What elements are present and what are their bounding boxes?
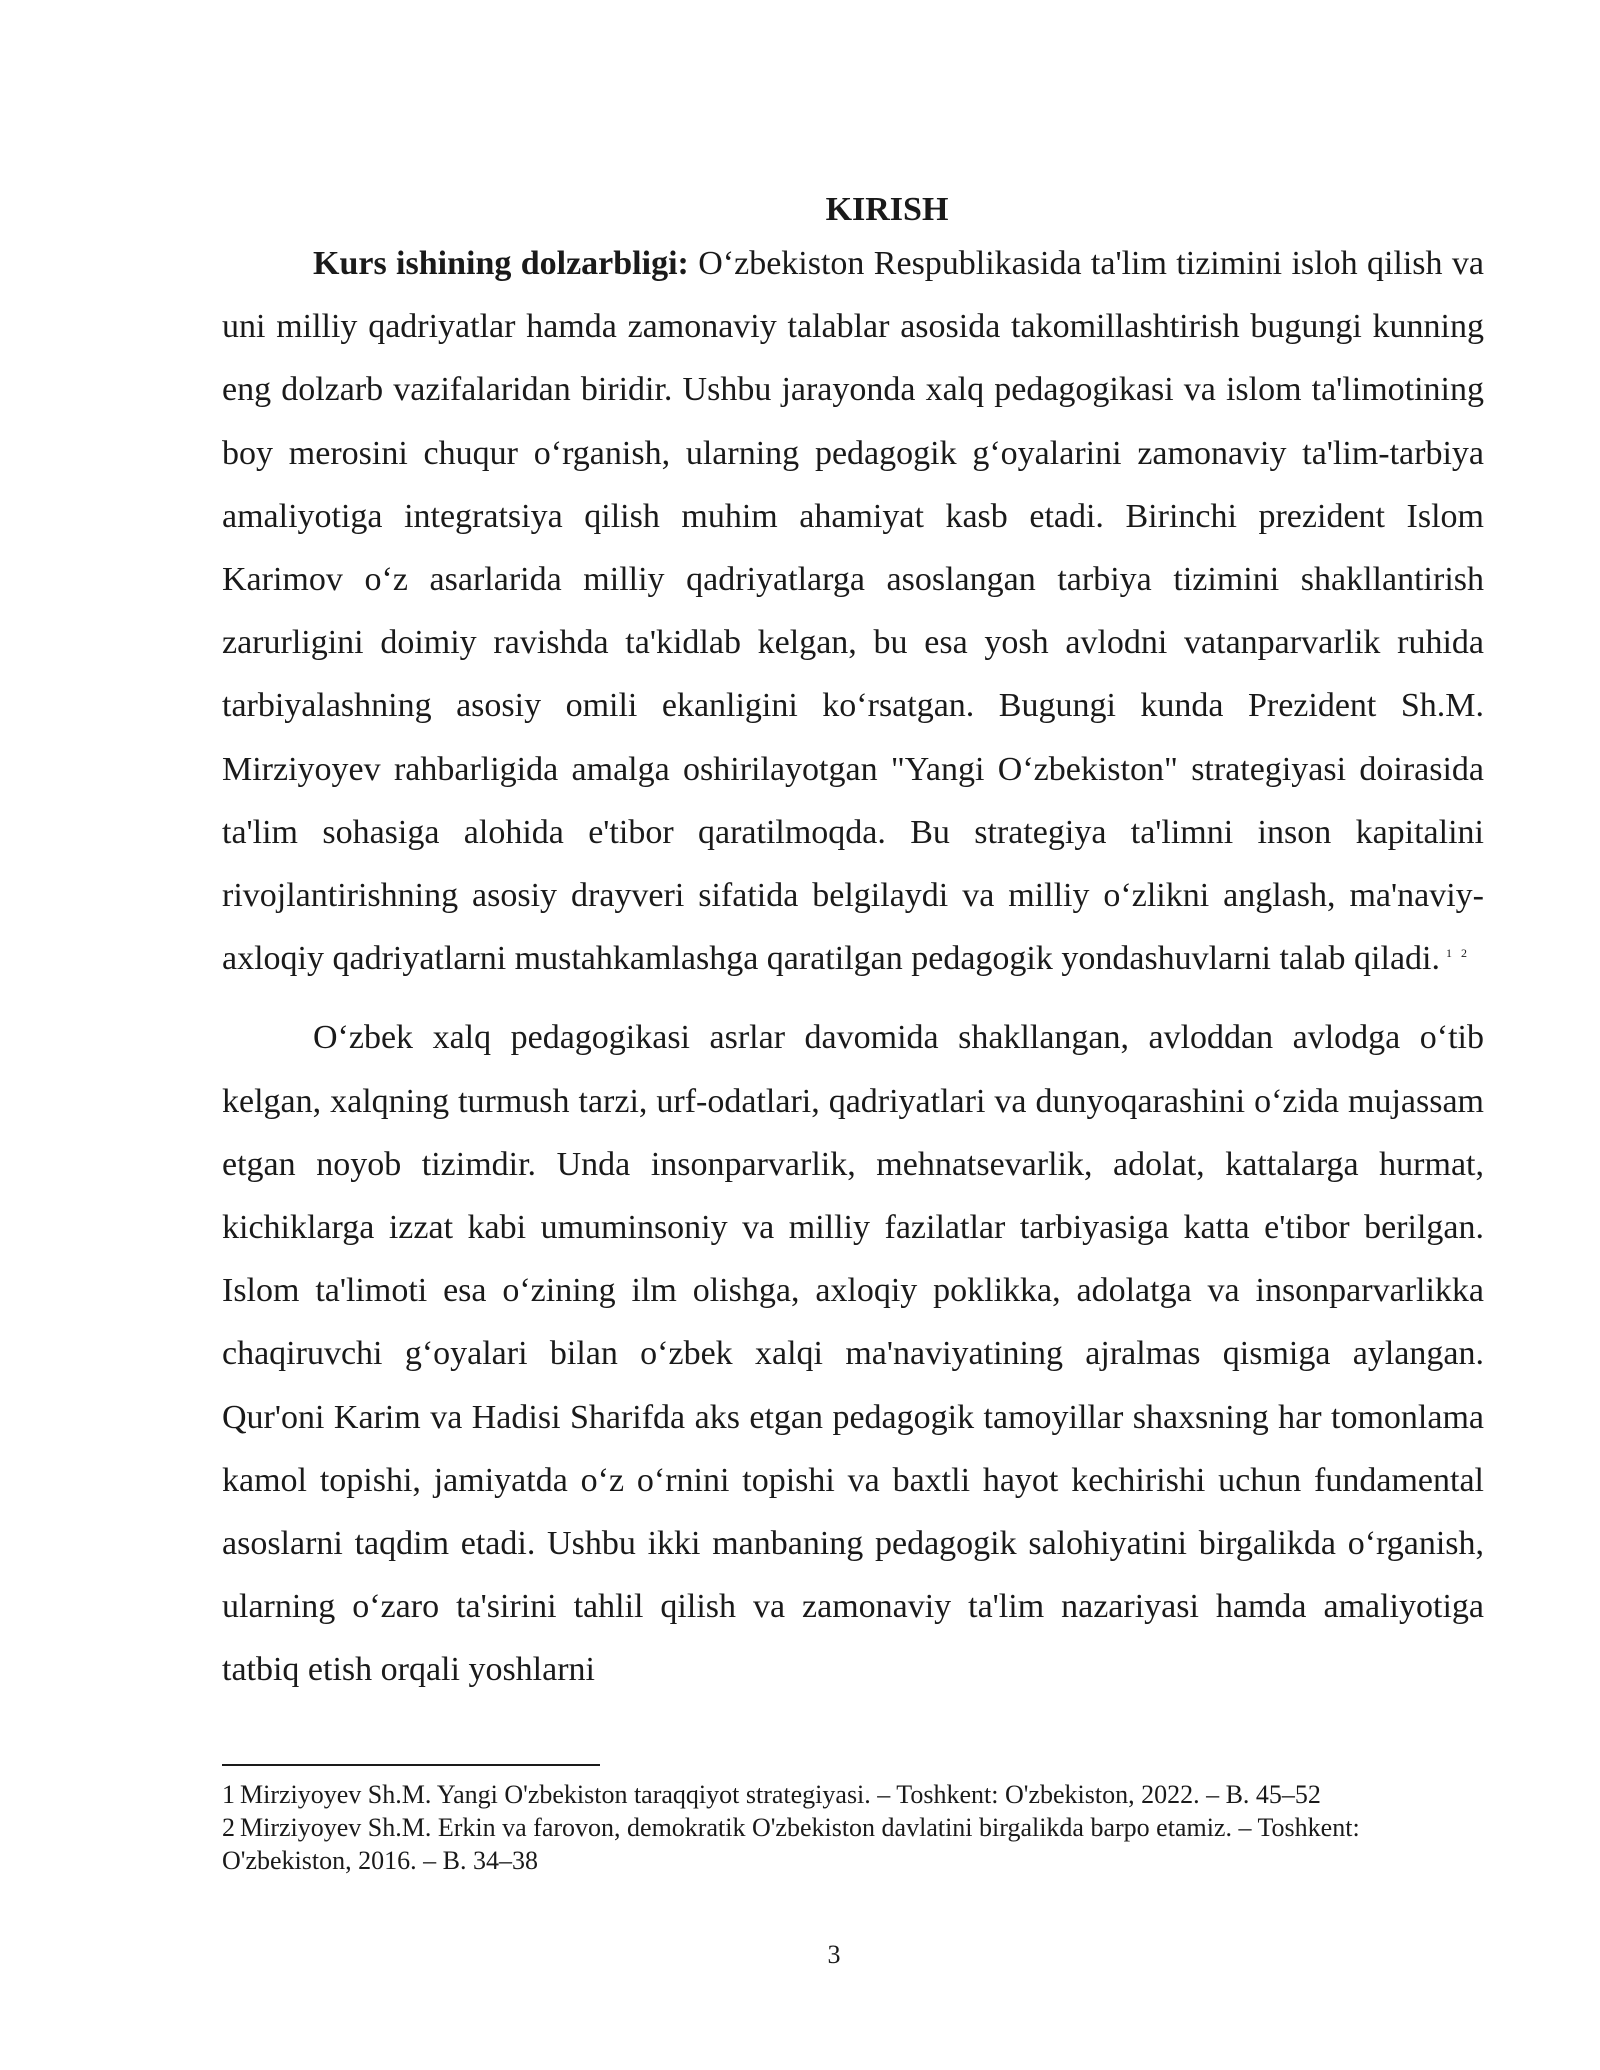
page-number: 3 xyxy=(827,1940,841,1969)
footnote-number: 2 xyxy=(222,1813,235,1842)
paragraph-text: O‘zbekiston Respublikasida ta'lim tizimini isloh qilish va uni milliy qadriyatlar hamda zamonaviy talablar asosida takomillashtirish bugungi kunning eng dolzarb vazifalaridan biridir. Ushbu jarayonda xalq pedagogikasi va islom ta'limotining boy merosini chuqur o‘rganish, ularning pedagogik g‘oyalarini zamonaviy ta'lim-tarbiya amaliyotiga integratsiya qilish muhim ahamiyat kasb etadi. Birinchi prezident Islom Karimov o‘z asarlarida milliy qadriyatlarga asoslangan tarbiya tizimini shakllantirish zarurligini doimiy ravishda ta'kidlab kelgan, bu esa yosh avlodni vatanparvarlik ruhida tarbiyalashning asosiy omili ekanligini ko‘rsatgan. Bugungi kunda Prezident Sh.M. Mirziyoyev rahbarligida amalga oshirilayotgan "Yangi O‘zbekiston" strategiyasi doirasida ta'lim sohasiga alohida e'tibor qaratilmoqda. Bu strategiya ta'limni inson kapitalini rivojlantirishning asosiy drayveri sifatida belgilaydi va milliy o‘zlikni anglash, ma'naviy-axloqiy qadriyatlarni mustahkamlashga qaratilgan pedagogik yondashuvlarni talab qiladi. xyxy=(222,245,1484,978)
footnote-item xyxy=(222,1811,1484,1877)
footnote-number: 1 xyxy=(222,1780,235,1809)
paragraph-text: O‘zbek xalq pedagogikasi asrlar davomida shakllangan, avloddan avlodga o‘tib kelgan, xalqning turmush tarzi, urf-odatlari, qadriyatlari va dunyoqarashini o‘zida mujassam etgan noyob tizimdir. Unda insonparvarlik, mehnatsevarlik, adolat, kattalarga hurmat, kichiklarga izzat kabi umuminsoniy va milliy fazilatlar tarbiyasiga katta e'tibor berilgan. Islom ta'limoti esa o‘zining ilm olishga, axloqiy poklikka, adolatga va insonparvarlikka chaqiruvchi g‘oyalari bilan o‘zbek xalqi ma'naviyatining ajralmas qismiga aylangan. Qur'oni Karim va Hadisi Sharifda aks etgan pedagogik tamoyillar shaxsning har tomonlama kamol topishi, jamiyatda o‘z o‘rnini topishi va baxtli hayot kechirishi uchun fundamental asoslarni taqdim etadi. Ushbu ikki manbaning pedagogik salohiyatini birgalikda o‘rganish, ularning o‘zaro ta'sirini tahlil qilish va zamonaviy ta'lim nazariyasi hamda amaliyotiga tatbiq etish orqali yoshlarni xyxy=(222,1019,1484,1689)
footnote-text: Mirziyoyev Sh.M. Yangi O'zbekiston taraqqiyot strategiyasi. – Toshkent: O'zbekiston, 2022. – B. 45–52 xyxy=(240,1780,1321,1809)
footnote-separator xyxy=(222,1764,600,1766)
paragraph-lead: Kurs ishining dolzarbligi: xyxy=(313,245,689,282)
page-title: KIRISH xyxy=(825,191,949,228)
footnote-text: Mirziyoyev Sh.M. Erkin va farovon, demokratik O'zbekiston davlatini birgalikda barpo etamiz. – Toshkent: O'zbekiston, 2016. – B. 34–38 xyxy=(222,1813,1360,1875)
body-text xyxy=(222,188,1484,1702)
footnote-reference[interactable]: 1 2 xyxy=(1446,945,1470,960)
paragraph-folk-pedagogy xyxy=(222,1006,1484,1701)
footnotes xyxy=(222,1778,1484,1877)
paragraph-relevance xyxy=(222,232,1484,990)
footnote-item xyxy=(222,1778,1484,1811)
